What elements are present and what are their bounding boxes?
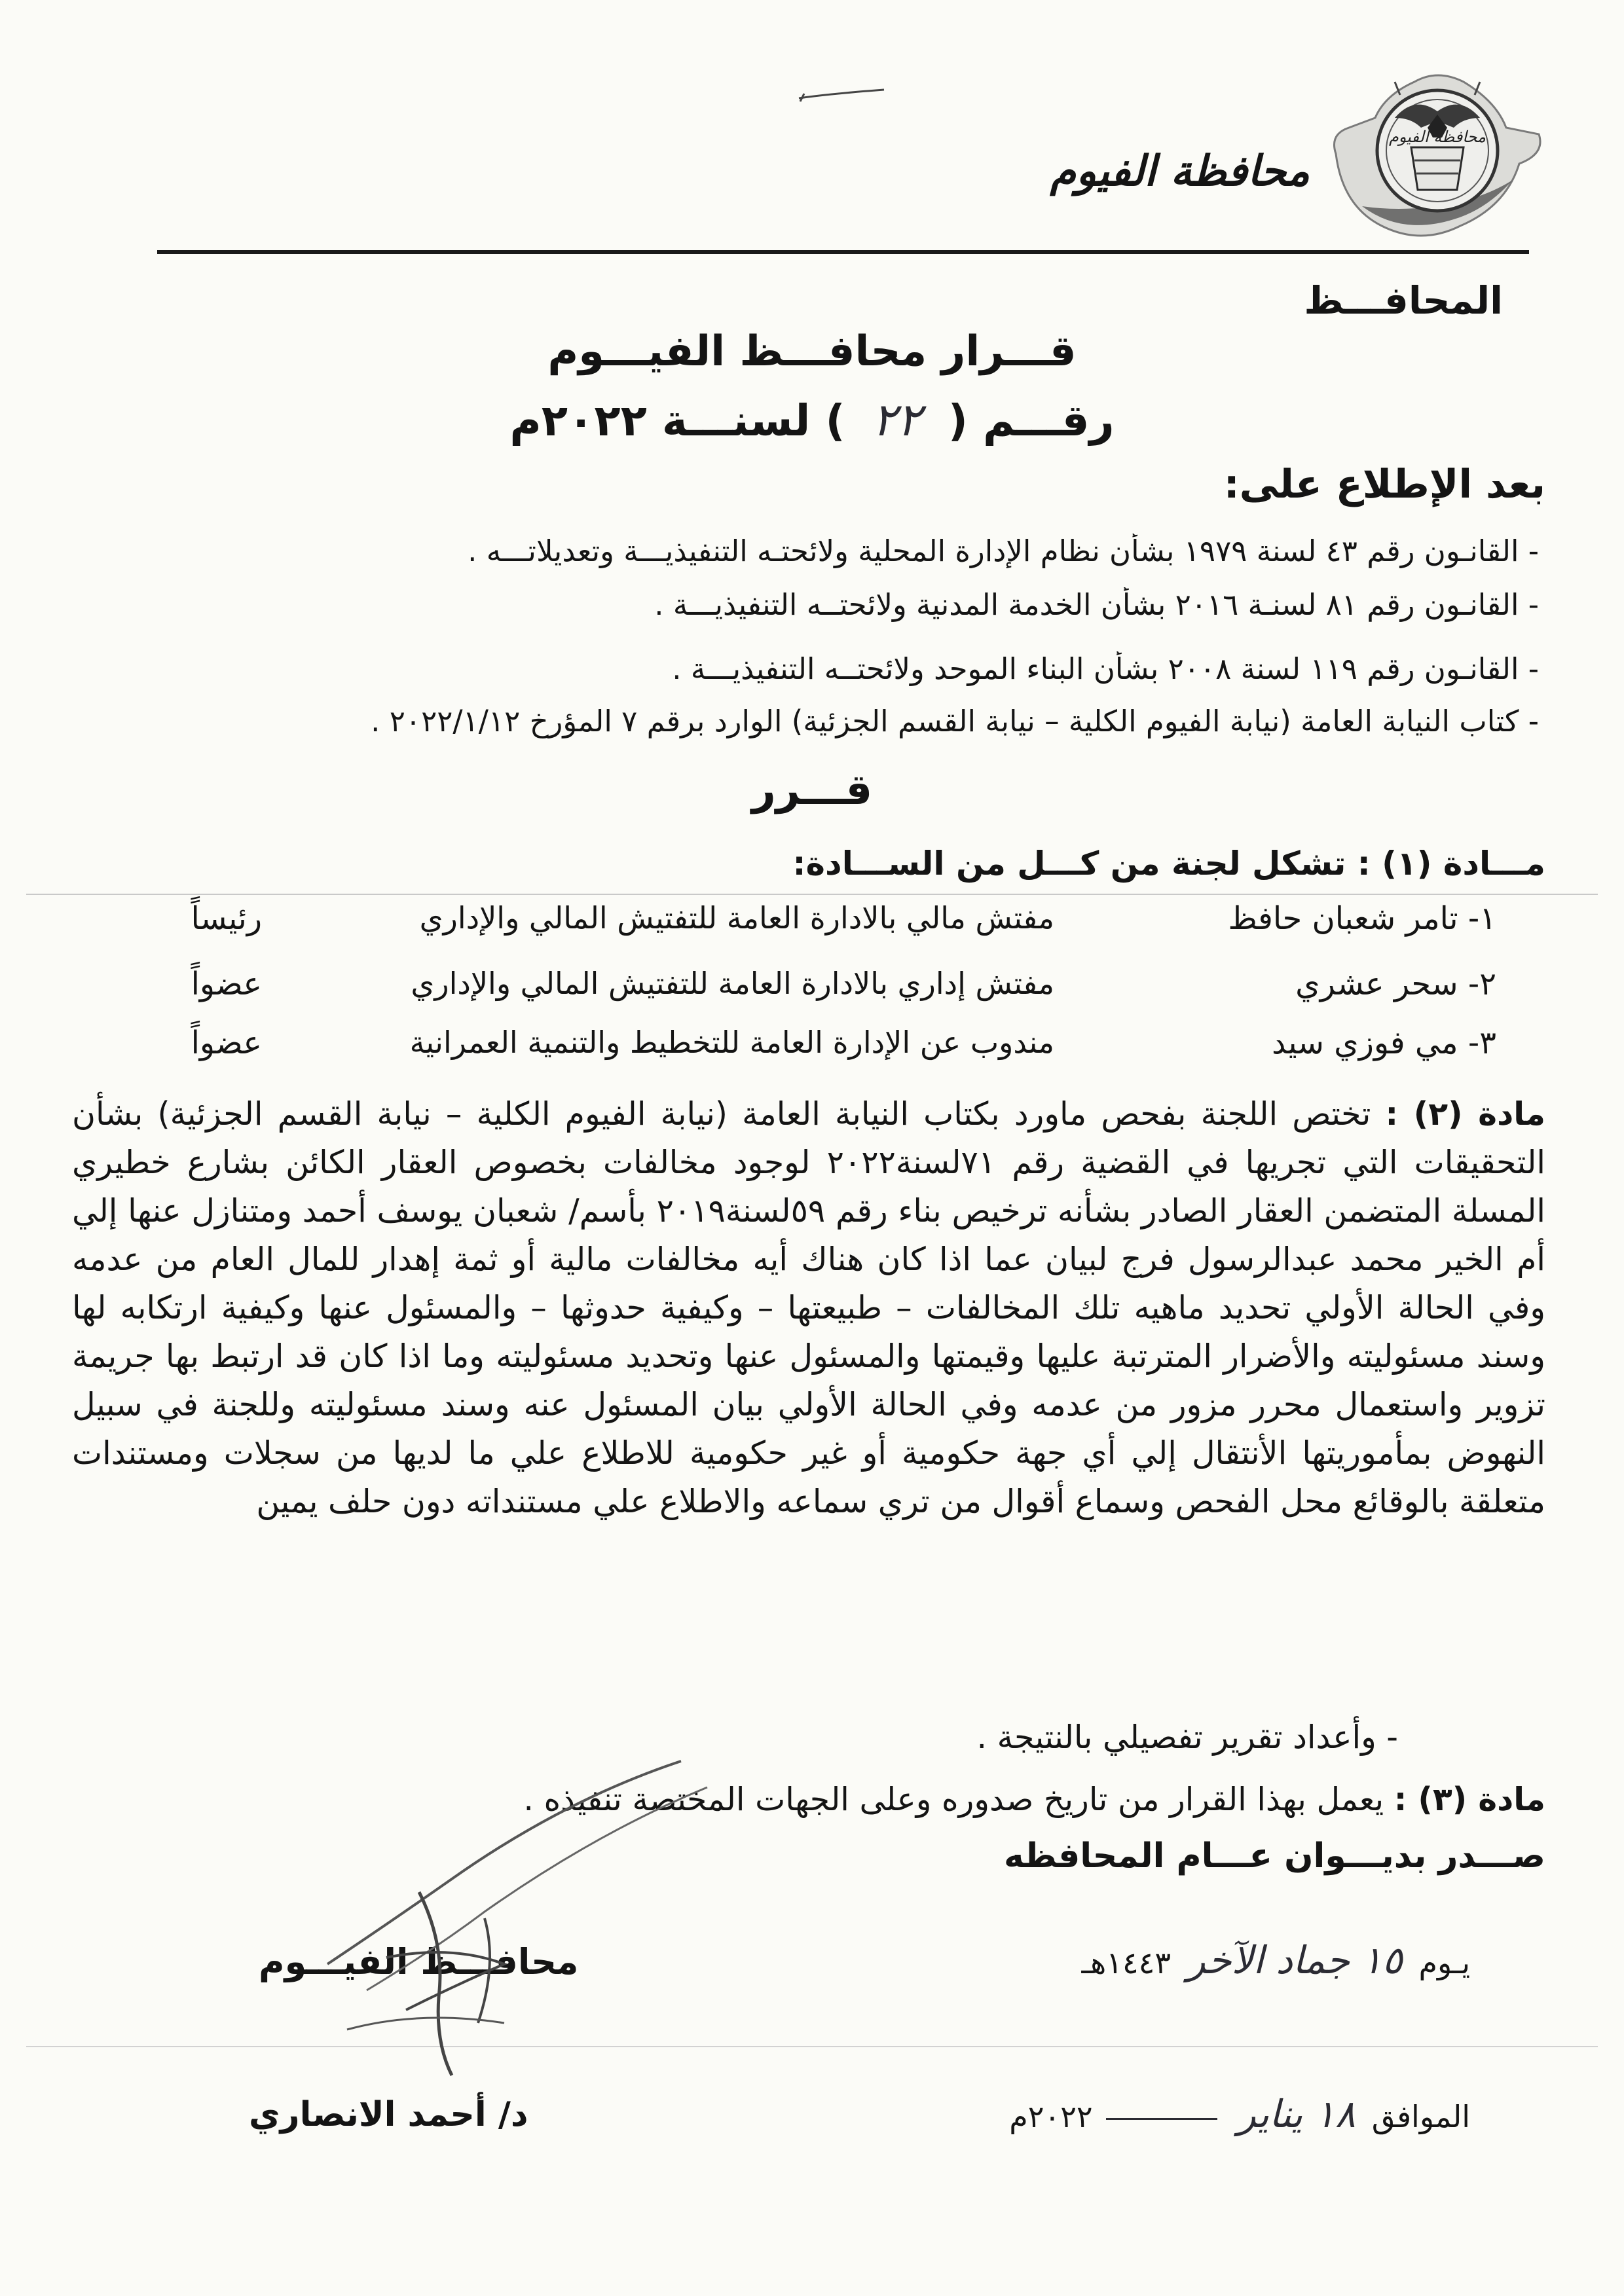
article-3-label: مادة (٣) :: [1393, 1781, 1545, 1818]
header-rule: [157, 250, 1529, 254]
member-role: عضواً: [191, 966, 262, 1002]
hijri-date: [1082, 1938, 1470, 1982]
governor-name: د/ أحمد الانصاري: [249, 2095, 528, 2134]
decree-number-prefix: رقـــم (: [948, 395, 1115, 446]
preamble-heading: بعد الإطلاع على:: [1223, 462, 1545, 507]
article-2: [72, 1090, 1545, 1526]
member-position: مفتش مالي بالادارة العامة للتفتيش المالي والإداري: [419, 900, 1054, 936]
hijri-date-handwritten: ١٥ جماد الآخر: [1187, 1938, 1403, 1982]
resolved-heading: قـــرر: [751, 766, 873, 814]
hijri-date-prefix: يـوم: [1418, 1945, 1470, 1980]
member-position: مفتش إداري بالادارة العامة للتفتيش المالي والإداري: [411, 966, 1054, 1001]
preamble-item: - كتاب النيابة العامة (نيابة الفيوم الكلية – نيابة القسم الجزئية) الوارد برقم ٧ المؤرخ ٢٠٢٢/١/١٢ .: [371, 704, 1539, 738]
preamble-item: - القانـون رقم ١١٩ لسنة ٢٠٠٨ بشأن البناء الموحد ولائحتــه التنفيذيـــة .: [672, 651, 1539, 686]
office-title: المحافـــظ: [1304, 278, 1503, 323]
governorate-name: محافظة الفيوم: [1050, 147, 1310, 196]
article-2-closing: - وأعداد تقرير تفصيلي بالنتيجة .: [976, 1719, 1398, 1756]
scan-fold-line: [26, 2046, 1598, 2047]
member-role: رئيساً: [191, 900, 262, 937]
gregorian-date-prefix: الموافق: [1371, 2099, 1470, 2134]
committee-list: [0, 900, 1624, 1090]
article-1: مـــادة (١) : تشكل لجنة من كـــل من الســـادة:: [792, 845, 1545, 883]
committee-member-row: [0, 966, 1624, 1025]
member-name: ٣- مي فوزي سيد: [1272, 1025, 1496, 1061]
member-name: ٢- سحر عشري: [1295, 966, 1496, 1002]
article-3-body: يعمل بهذا القرار من تاريخ صدوره وعلى الجهات المختصة تنفيذه .: [523, 1781, 1384, 1818]
handwritten-signature: [288, 1748, 747, 2088]
governor-title: محافـــظ الفيـــوم: [259, 1941, 579, 1982]
svg-text:محافظة الفيوم: محافظة الفيوم: [1389, 128, 1486, 146]
governorate-seal: [1323, 56, 1545, 246]
decree-number-suffix: ) لسنـــة ٢٠٢٢م: [509, 395, 845, 446]
member-role: عضواً: [191, 1025, 262, 1061]
preamble-item: - القانـون رقم ٨١ لسنـة ٢٠١٦ بشأن الخدمة المدنية ولائحتــه التنفيذيـــة .: [654, 587, 1539, 622]
preamble-item: - القانـون رقم ٤٣ لسنة ١٩٧٩ بشأن نظام الإدارة المحلية ولائحتـه التنفيذيـــة وتعديلاتـــه .: [468, 534, 1539, 568]
issued-line: صـــدر بديـــوان عـــام المحافظه: [1004, 1836, 1545, 1876]
date-underline: [1106, 2118, 1217, 2120]
hijri-date-suffix: ١٤٤٣هـ: [1081, 1945, 1172, 1980]
decree-number-line: [0, 393, 1624, 446]
committee-member-row: [0, 900, 1624, 959]
decree-number: ٢٢: [872, 393, 921, 446]
member-name: ١- تامر شعبان حافظ: [1228, 900, 1496, 937]
article-2-body: تختص اللجنة بفحص ماورد بكتاب النيابة العامة (نيابة الفيوم الكلية – نيابة القسم الجزئية) بشأن التحقيقات التي تجريها في القضية رقم ٧١لسنة٢٠٢٢ لوجود مخالفات بخصوص العقار الكائن بشارع خطيري المسلة المتضمن العقار الصادر بشأنه ترخيص بناء رقم ٥٩لسنة٢٠١٩ بأسم/ شعبان يوسف أحمد ومتنازل عنها إلي أم الخير محمد عبدالرسول فرج لبيان عما اذا كان هناك أيه مخالفات مالية أو ثمة إهدار للمال العام من عدمه وفي الحالة الأولي تحديد ماهيه تلك المخالفات – طبيعتها – وكيفية حدوثها – والمسئول عنها وكيفية ارتكابه لها وسند مسئوليته والأضرار المترتبة عليها وقيمتها والمسئول عنها وتحديد مسئوليته وما اذا كان قد ارتبط بها جريمة تزوير واستعمال محرر مزور من عدمه وفي الحالة الأولي بيان المسئول عنه وسند مسئوليته وللجنة في سبيل النهوض بمأموريتها الأنتقال إلي أي جهة حكومية أو غير حكومية للاطلاع علي ما لديها من سجلات ومستندات متعلقة بالوقائع محل الفحص وسماع أقوال من تري سماعه والاطلاع علي مستنداته دون حلف يمين: [72, 1095, 1546, 1520]
scan-mark: [792, 75, 891, 108]
scan-fold-line: [26, 894, 1598, 895]
decree-title: قـــرار محافـــظ الفيـــوم: [547, 327, 1077, 376]
gregorian-date: [1009, 2092, 1470, 2136]
article-2-label: مادة (٢) :: [1385, 1095, 1545, 1133]
member-position: مندوب عن الإدارة العامة للتخطيط والتنمية العمرانية: [409, 1025, 1054, 1060]
gregorian-date-suffix: ٢٠٢٢م: [1009, 2099, 1093, 2134]
committee-member-row: [0, 1025, 1624, 1084]
gregorian-date-handwritten: ١٨ يناير: [1237, 2092, 1356, 2136]
